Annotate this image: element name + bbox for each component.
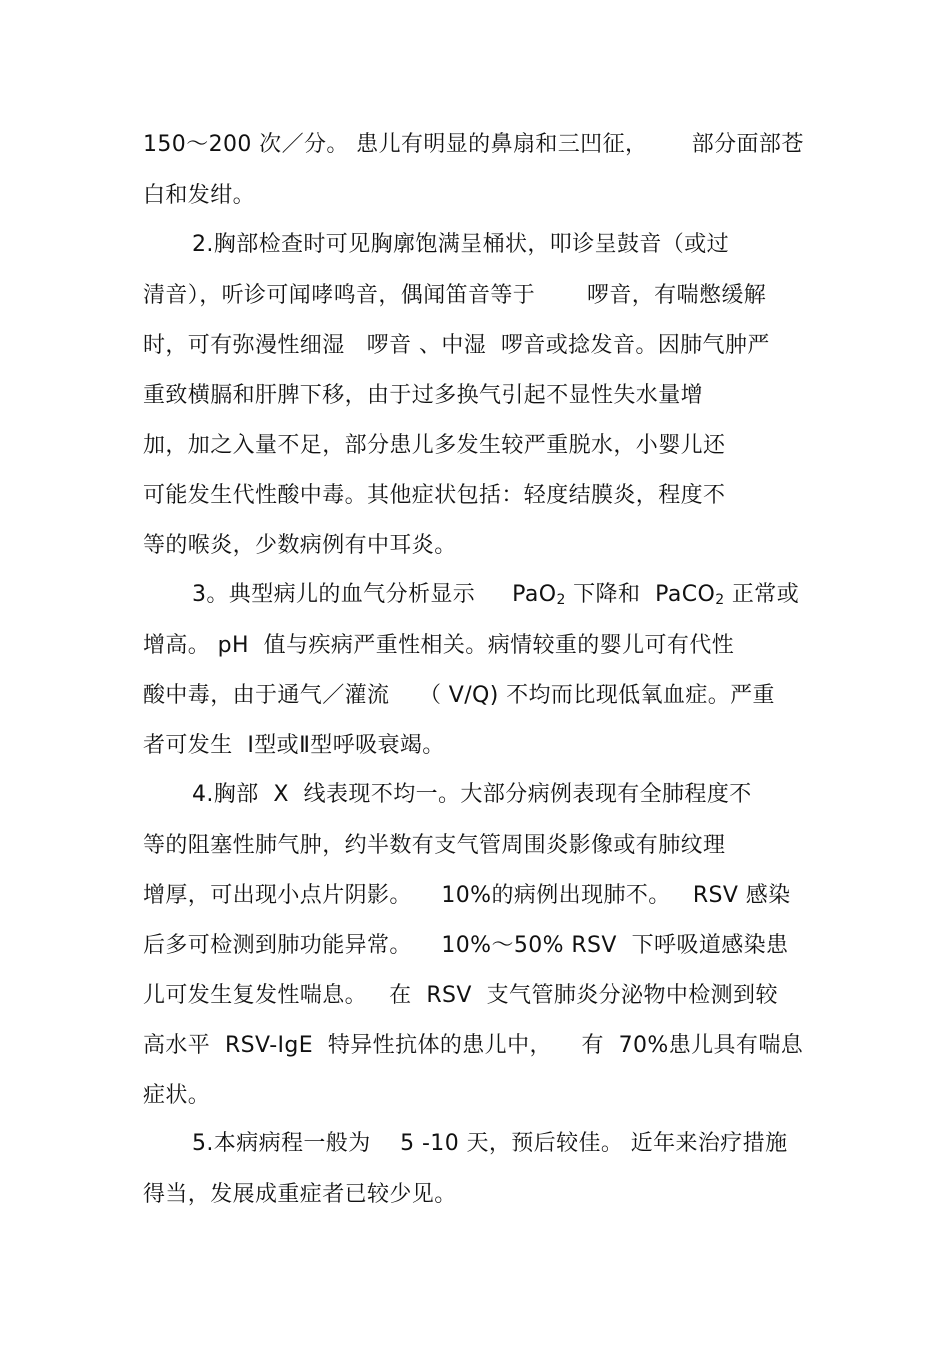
text-line: 高水平 RSV-IgE 特异性抗体的患儿中， 有 70%患儿具有喘息: [143, 1033, 804, 1058]
text-run: 正常或: [724, 582, 800, 607]
text-line: 者可发生 Ⅰ型或Ⅱ型呼吸衰竭。: [143, 733, 445, 758]
text-line: 等的阻塞性肺气肿，约半数有支气管周围炎影像或有肺纹理: [143, 833, 726, 858]
text-line: 得当，发展成重症者已较少见。: [143, 1182, 457, 1207]
subscript: 2: [715, 592, 725, 608]
text-line: [192, 580, 799, 610]
text-line: 清音），听诊可闻哮鸣音，偶闻笛音等于 啰音，有喘憋缓解: [143, 283, 767, 308]
text-line: 白和发绀。: [143, 183, 256, 208]
text-line: 4.胸部 X 线表现不均一。大部分病例表现有全肺程度不: [192, 782, 752, 807]
text-line: 等的喉炎，少数病例有中耳炎。: [143, 533, 457, 558]
text-line: 重致横膈和肝脾下移，由于过多换气引起不显性失水量增: [143, 383, 704, 408]
text-line: 2.胸部检查时可见胸廓饱满呈桶状，叩诊呈鼓音（或过: [192, 232, 729, 257]
text-run: 3。典型病儿的血气分析显示 PaO: [192, 582, 557, 607]
text-run: 下降和 PaCO: [565, 582, 716, 607]
text-line: 增厚，可出现小点片阴影。 10%的病例出现肺不。 RSV 感染: [143, 883, 791, 908]
text-line: 儿可发生复发性喘息。 在 RSV 支气管肺炎分泌物中检测到较: [143, 983, 778, 1008]
text-line: 症状。: [143, 1083, 211, 1108]
text-line: 酸中毒，由于通气／灌流 （ V/Q) 不均而比现低氧血症。严重: [143, 683, 775, 708]
text-line: 时，可有弥漫性细湿 啰音 、中湿 啰音或捻发音。因肺气肿严: [143, 333, 770, 358]
text-line: 可能发生代性酸中毒。其他症状包括：轻度结膜炎，程度不: [143, 483, 726, 508]
text-line: 5.本病病程一般为 5 -10 天，预后较佳。 近年来治疗措施: [192, 1131, 788, 1156]
text-line: 150～200 次／分。 患儿有明显的鼻扇和三凹征， 部分面部苍: [143, 132, 804, 157]
text-line: 加，加之入量不足，部分患儿多发生较严重脱水，小婴儿还: [143, 433, 726, 458]
text-line: 增高。 pH 值与疾病严重性相关。病情较重的婴儿可有代性: [143, 633, 735, 658]
text-line: 后多可检测到肺功能异常。 10%～50% RSV 下呼吸道感染患: [143, 933, 789, 958]
subscript: 2: [556, 592, 566, 608]
